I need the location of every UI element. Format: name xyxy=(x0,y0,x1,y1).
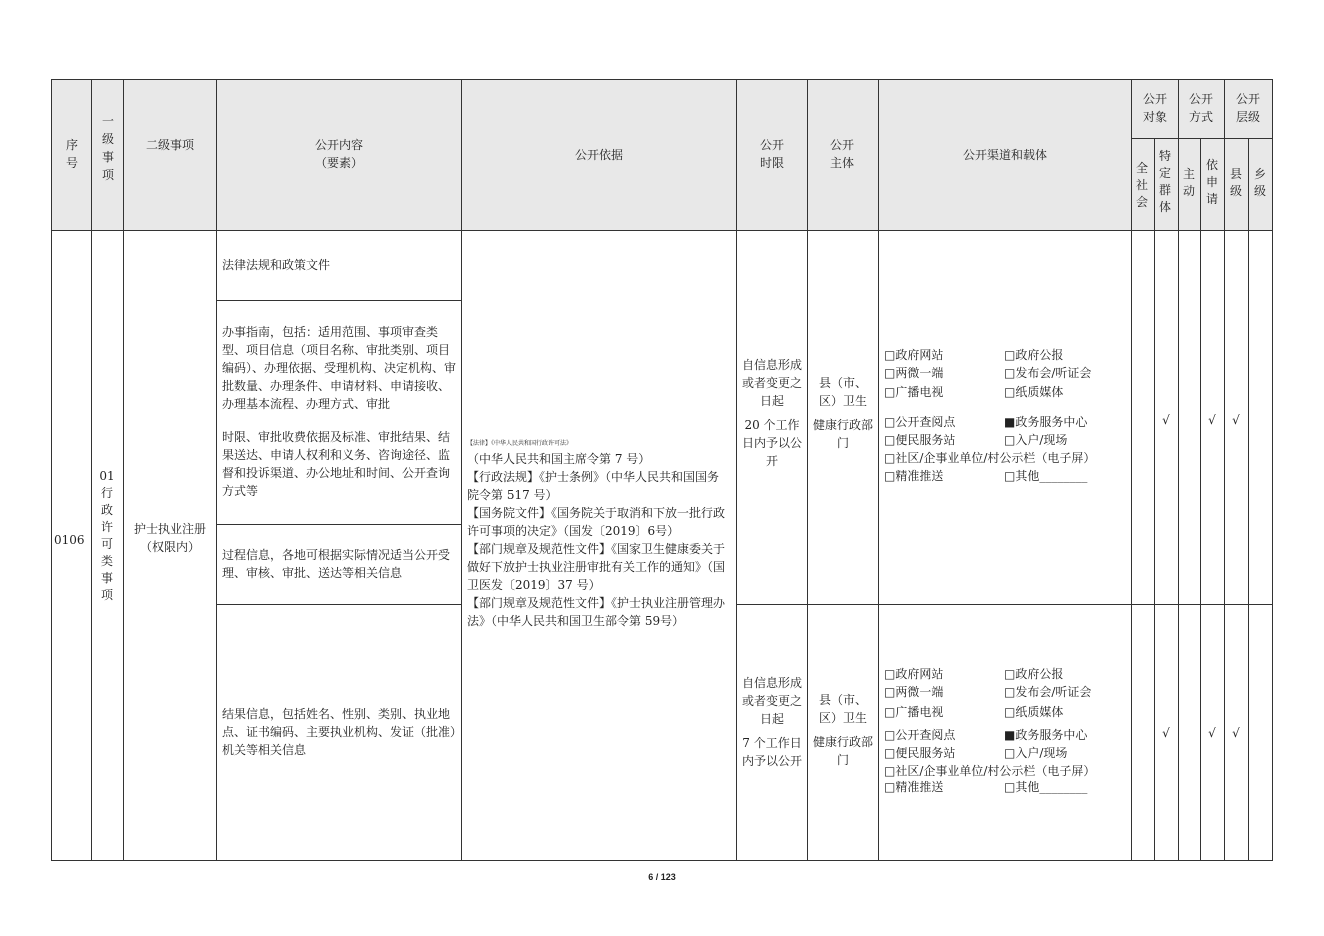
channel-gov-gazette: □政府公报 xyxy=(1004,348,1064,362)
channel-bulletin-board: □社区/企事业单位/村公示栏（电子屏） xyxy=(884,764,1096,778)
header-subject: 公开主体 xyxy=(830,138,855,170)
subject-1 xyxy=(812,374,874,452)
subject-1-a: 县（市、区）卫生 xyxy=(818,376,867,408)
check-1-county: √ xyxy=(1232,413,1240,427)
header-target-specific: 特定群体 xyxy=(1158,149,1171,214)
header-seq: 序号 xyxy=(65,138,78,170)
header-target-group: 公开对象 xyxy=(1143,92,1168,124)
table-border-top xyxy=(51,79,1273,80)
channel-other: □其他________ xyxy=(1004,469,1088,483)
header-method-request: 依申请 xyxy=(1205,158,1218,206)
channel-gov-website: □政府网站 xyxy=(884,348,944,362)
header-target-all: 全社会 xyxy=(1135,161,1148,209)
channel-press-hearing: □发布会/听证会 xyxy=(1004,685,1092,699)
channel-precise-push: □精准推送 xyxy=(884,780,944,794)
channel-reading-point: □公开查阅点 xyxy=(884,728,956,742)
time-limit-1-b: 20 个工作日内予以公开 xyxy=(741,418,802,468)
basis-small-line: 【法律】《中华人民共和国行政许可法》 xyxy=(467,440,573,447)
channels-2 xyxy=(884,665,1130,805)
col-line xyxy=(216,79,217,861)
check-1-specific: √ xyxy=(1162,413,1170,427)
channel-wechat-weibo: □两微一端 xyxy=(884,366,944,380)
channel-convenience-station: □便民服务站 xyxy=(884,746,956,760)
col-line xyxy=(1178,79,1179,861)
header-method-group: 公开方式 xyxy=(1189,92,1214,124)
basis-text: （中华人民共和国主席令第 7 号） 【行政法规】《护士条例》（中华人民共和国国务院令第 517 号） 【国务院文件】《国务院关于取消和下放一批行政许可事项的决定》（国发〔2019〕6号） 【部门规章及规范性文件】《国家卫生健康委关于做好下放护士执业注册审批有关工作的通知》（国卫医发〔2019〕37 号） 【部门规章及规范性文件】《护士执业注册管理办法》（中华人民共和国卫生部令第 59号） xyxy=(467,452,726,628)
table-border-bottom xyxy=(51,860,1273,861)
col-line xyxy=(736,79,737,861)
channels-1 xyxy=(884,346,1130,486)
channel-gov-gazette: □政府公报 xyxy=(1004,667,1064,681)
check-2-request: √ xyxy=(1208,726,1216,740)
content-guide-part1: 办事指南，包括：适用范围、事项审查类型、项目信息（项目名称、审批类别、项目编码）、办理依据、受理机构、决定机构、审批数量、办理条件、申请材料、申请接收、办理基本流程、办理方式、审批 xyxy=(222,325,457,411)
subject-1-b: 健康行政部门 xyxy=(812,418,873,450)
time-limit-1 xyxy=(741,356,803,470)
col-line xyxy=(878,79,879,861)
header-level2: 二级事项 xyxy=(145,138,194,152)
page-number: 6 / 123 xyxy=(648,872,676,882)
col-line xyxy=(1200,138,1201,861)
subject-2-b: 健康行政部门 xyxy=(812,735,873,767)
row-level2-scope: （权限内） xyxy=(139,540,200,554)
channel-wechat-weibo: □两微一端 xyxy=(884,685,944,699)
col-line xyxy=(1131,79,1132,861)
channel-press-hearing: □发布会/听证会 xyxy=(1004,366,1092,380)
row-level1-name: 行政许可类事项 xyxy=(100,486,113,602)
row-level1-code: 01 xyxy=(99,469,115,483)
channel-reading-point: □公开查阅点 xyxy=(884,415,956,429)
content-result: 结果信息，包括姓名、性别、类别、执业地点、证书编码、主要执业机构、发证（批准）机关等相关信息 xyxy=(222,707,457,757)
header-time-limit: 公开时限 xyxy=(760,138,785,170)
channel-bulletin-board: □社区/企事业单位/村公示栏（电子屏） xyxy=(884,451,1096,465)
channel-broadcast-tv: □广播电视 xyxy=(884,385,944,399)
header-level1: 一级事项 xyxy=(101,114,114,182)
col-line xyxy=(1154,138,1155,861)
time-limit-2-a: 自信息形成或者变更之日起 xyxy=(741,676,802,726)
channel-precise-push: □精准推送 xyxy=(884,469,944,483)
check-1-request: √ xyxy=(1208,413,1216,427)
header-level-group: 公开层级 xyxy=(1236,92,1261,124)
check-2-county: √ xyxy=(1232,726,1240,740)
time-limit-1-a: 自信息形成或者变更之日起 xyxy=(741,358,802,408)
channel-home-visit: □入户/现场 xyxy=(1004,746,1068,760)
channel-other: □其他________ xyxy=(1004,780,1088,794)
header-subgroup-line xyxy=(1131,138,1272,139)
row-seq: 0106 xyxy=(54,533,85,547)
content-laws: 法律法规和政策文件 xyxy=(222,258,331,272)
header-bottom-line xyxy=(51,230,1273,231)
subject-2 xyxy=(812,691,874,769)
header-channels: 公开渠道和载体 xyxy=(962,148,1047,162)
col-line xyxy=(123,79,124,861)
channel-convenience-station: □便民服务站 xyxy=(884,433,956,447)
channel-print-media: □纸质媒体 xyxy=(1004,705,1064,719)
header-level-town: 乡级 xyxy=(1253,167,1266,198)
row-line xyxy=(216,524,461,525)
header-method-active: 主动 xyxy=(1182,167,1195,198)
col-line xyxy=(1272,79,1273,861)
channel-print-media: □纸质媒体 xyxy=(1004,385,1064,399)
content-guide-part2: 时限、审批收费依据及标准、审批结果、结果送达、申请人权利和义务、咨询途径、监督和投诉渠道、办公地址和时间、公开查询方式等 xyxy=(222,430,451,498)
channel-broadcast-tv: □广播电视 xyxy=(884,705,944,719)
content-process: 过程信息，各地可根据实际情况适当公开受理、审核、审批、送达等相关信息 xyxy=(222,548,451,580)
row-line xyxy=(216,300,461,301)
col-line xyxy=(807,79,808,861)
header-content-sub: （要素） xyxy=(314,156,363,170)
header-basis: 公开依据 xyxy=(574,148,623,162)
channel-home-visit: □入户/现场 xyxy=(1004,433,1068,447)
col-line xyxy=(1248,138,1249,861)
header-level-county: 县级 xyxy=(1229,167,1242,198)
header-content xyxy=(217,136,461,172)
header-content-title: 公开内容 xyxy=(314,138,363,152)
col-line xyxy=(1224,79,1225,861)
col-line xyxy=(51,79,52,861)
col-line xyxy=(461,79,462,861)
channel-service-center: ■政务服务中心 xyxy=(1004,728,1088,742)
row-line xyxy=(736,604,1272,605)
row-line xyxy=(216,604,461,605)
row-level2-name: 护士执业注册 xyxy=(133,522,206,536)
time-limit-2 xyxy=(741,674,803,770)
channel-gov-website: □政府网站 xyxy=(884,667,944,681)
time-limit-2-b: 7 个工作日内予以公开 xyxy=(741,736,802,768)
check-2-specific: √ xyxy=(1162,726,1170,740)
row-level2 xyxy=(124,520,216,556)
col-line xyxy=(91,79,92,861)
channel-service-center: ■政务服务中心 xyxy=(1004,415,1088,429)
subject-2-a: 县（市、区）卫生 xyxy=(818,693,867,725)
